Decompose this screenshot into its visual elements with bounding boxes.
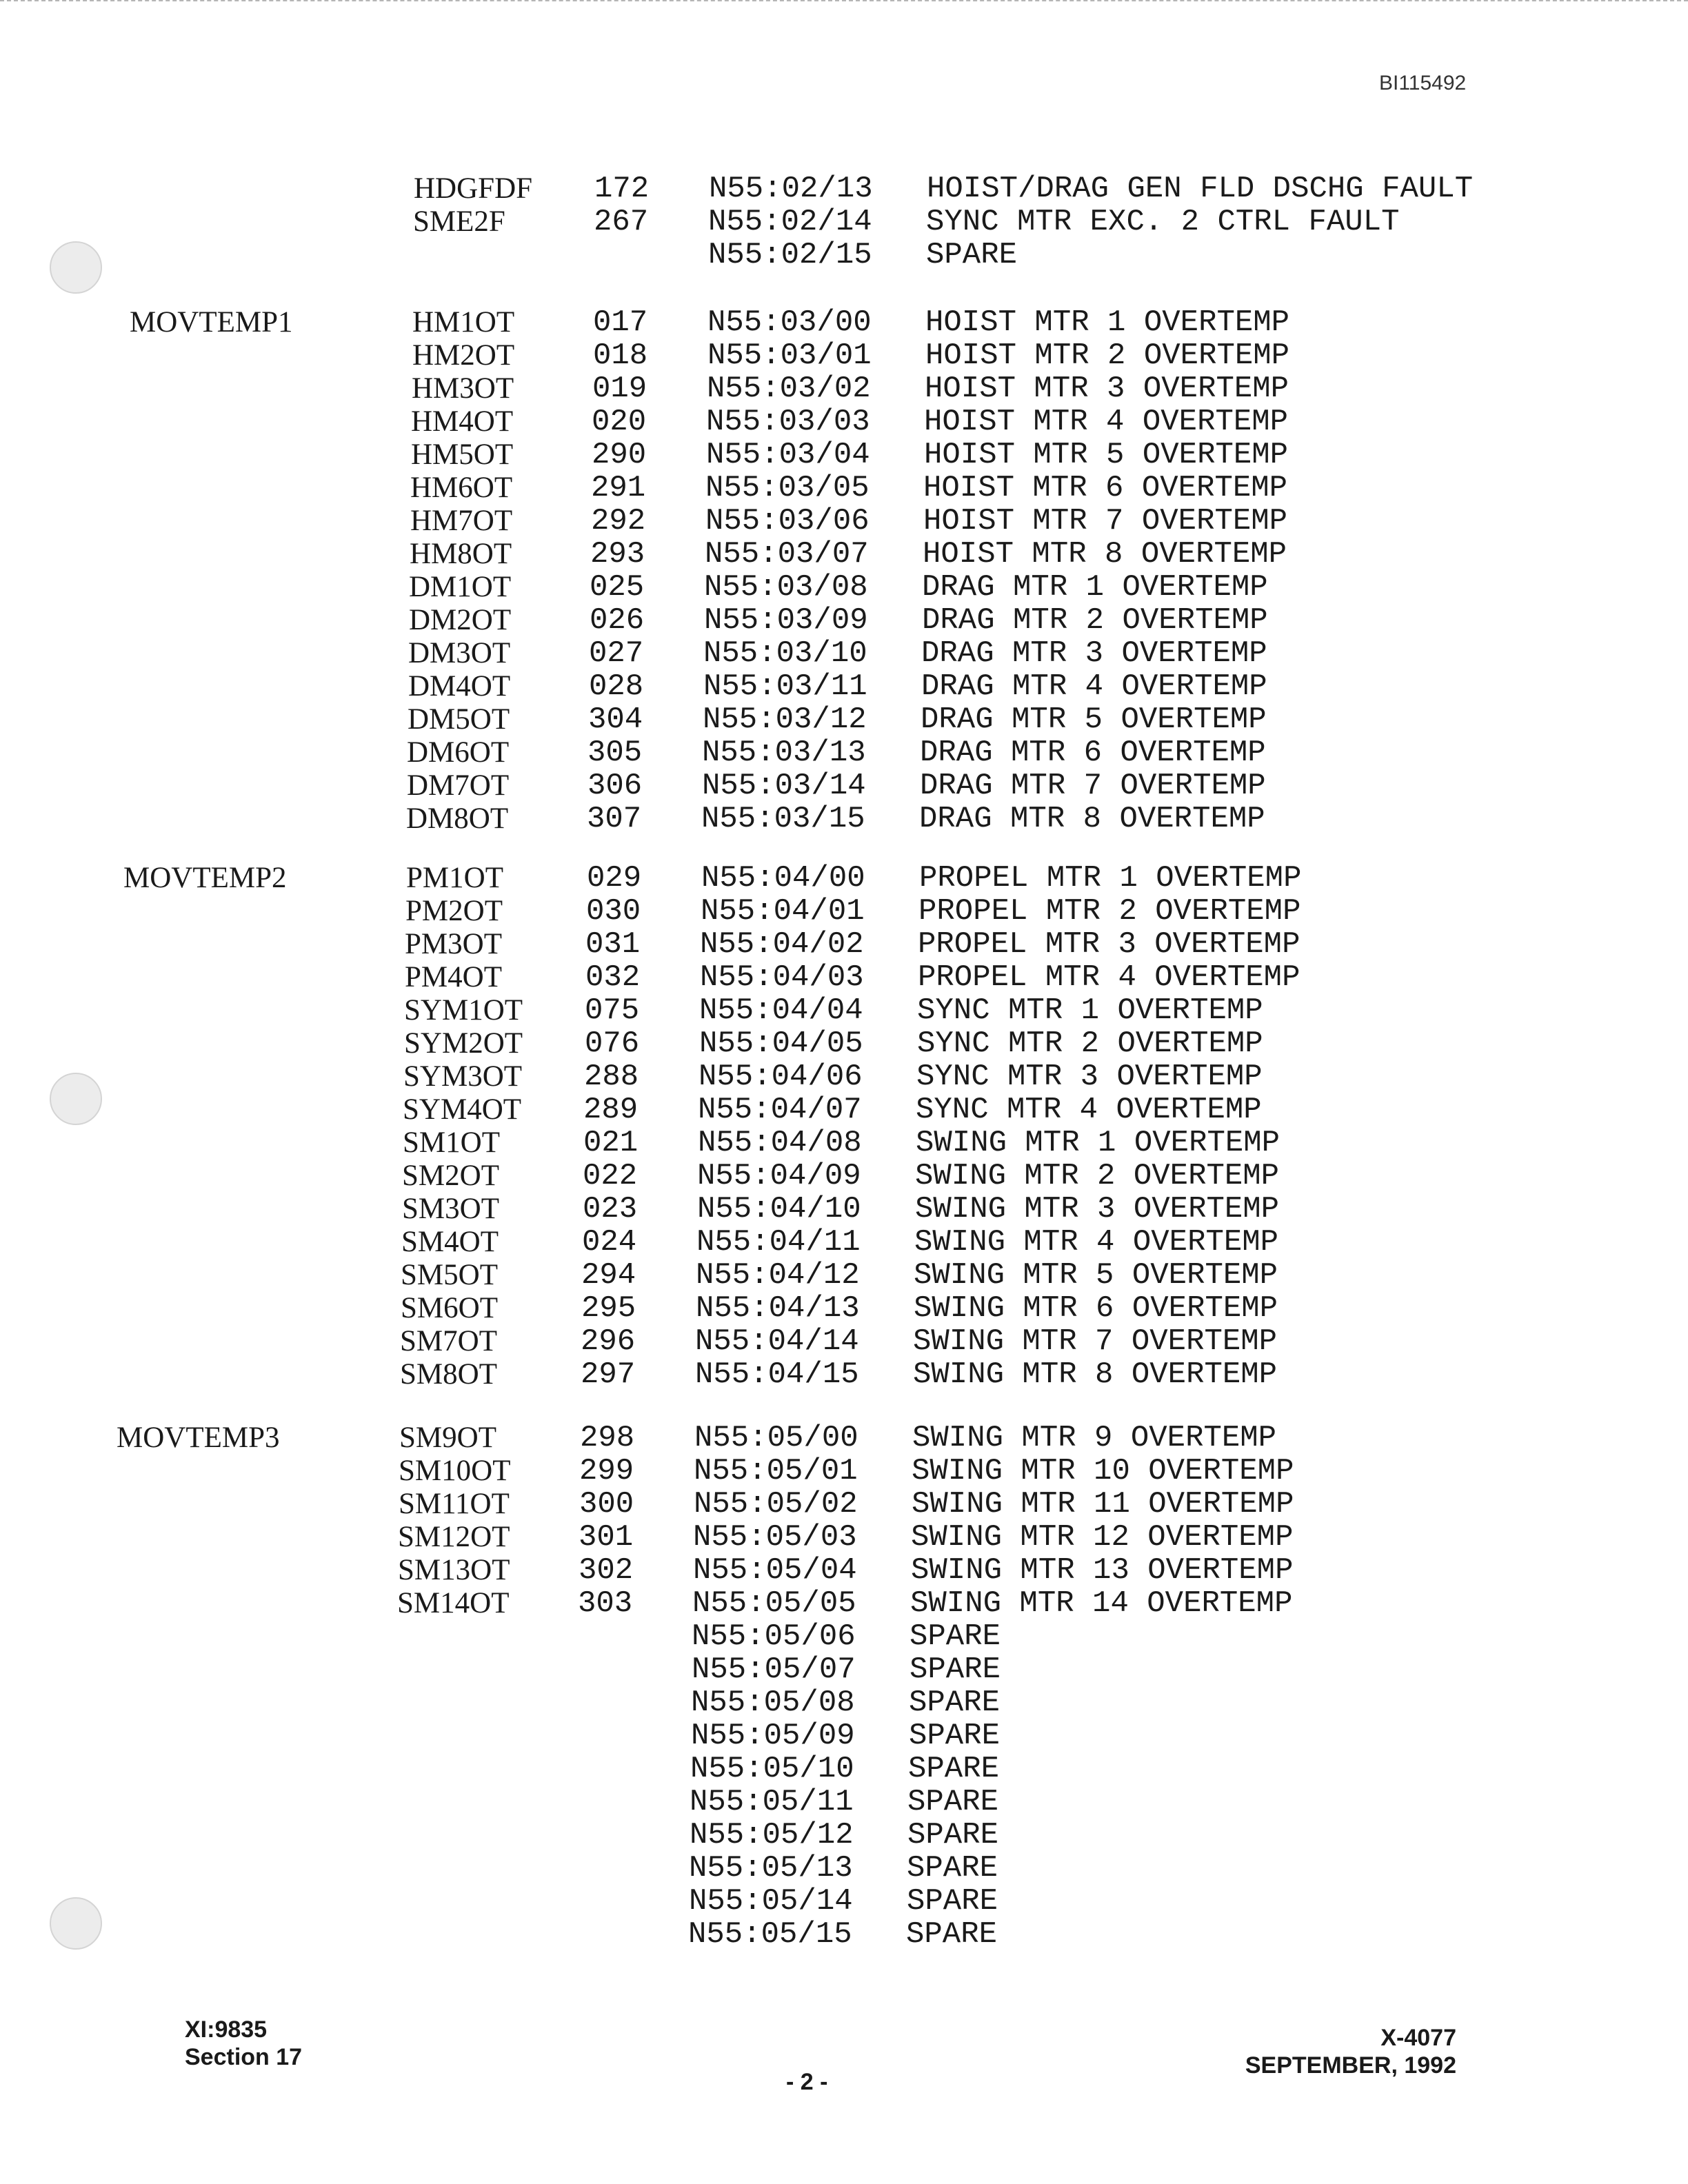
description-cell: SPARE bbox=[909, 1686, 1001, 1720]
tag-cell: DM1OT bbox=[409, 571, 512, 603]
description-cell: SYNC MTR 1 OVERTEMP bbox=[917, 993, 1263, 1028]
address-cell: N55:03/09 bbox=[704, 603, 868, 638]
address-cell: N55:04/05 bbox=[699, 1027, 863, 1061]
description-cell: PROPEL MTR 3 OVERTEMP bbox=[918, 927, 1300, 962]
tag-cell: DM2OT bbox=[409, 604, 512, 636]
tag-cell: HM6OT bbox=[410, 472, 513, 504]
tag-cell: SM7OT bbox=[400, 1325, 497, 1357]
address-cell: N55:03/11 bbox=[703, 669, 867, 704]
address-cell: N55:04/08 bbox=[698, 1126, 862, 1160]
address-cell: N55:04/11 bbox=[696, 1225, 861, 1260]
address-cell: N55:03/06 bbox=[705, 504, 870, 538]
description-cell: HOIST MTR 4 OVERTEMP bbox=[924, 405, 1289, 439]
address-cell: N55:05/00 bbox=[694, 1421, 858, 1455]
number-cell: 293 bbox=[590, 537, 645, 572]
description-cell: SWING MTR 1 OVERTEMP bbox=[916, 1126, 1280, 1160]
tag-cell: SM9OT bbox=[399, 1422, 496, 1454]
document-id: BI115492 bbox=[1379, 72, 1467, 94]
address-cell: N55:05/03 bbox=[693, 1520, 857, 1555]
number-cell: 017 bbox=[593, 305, 648, 340]
tag-cell: SM13OT bbox=[398, 1554, 510, 1586]
address-cell: N55:05/02 bbox=[694, 1487, 858, 1521]
number-cell: 290 bbox=[592, 438, 647, 472]
tag-cell: HM8OT bbox=[410, 538, 512, 570]
description-cell: SWING MTR 10 OVERTEMP bbox=[912, 1454, 1294, 1488]
number-cell: 020 bbox=[592, 405, 647, 439]
address-cell: N55:04/03 bbox=[700, 960, 864, 995]
address-cell: N55:03/03 bbox=[706, 405, 870, 439]
number-cell: 307 bbox=[587, 802, 642, 836]
description-cell: DRAG MTR 3 OVERTEMP bbox=[921, 636, 1267, 671]
address-cell: N55:05/06 bbox=[692, 1619, 856, 1654]
address-cell: N55:02/14 bbox=[708, 205, 872, 239]
address-cell: N55:03/08 bbox=[704, 570, 868, 605]
address-cell: N55:04/13 bbox=[696, 1291, 860, 1326]
scan-top-border bbox=[0, 0, 1688, 4]
description-cell: SPARE bbox=[910, 1652, 1001, 1687]
number-cell: 025 bbox=[590, 570, 645, 605]
address-cell: N55:04/07 bbox=[698, 1093, 862, 1127]
description-cell: HOIST MTR 6 OVERTEMP bbox=[923, 471, 1288, 505]
description-cell: SPARE bbox=[908, 1752, 1000, 1786]
number-cell: 296 bbox=[581, 1324, 636, 1359]
address-cell: N55:04/00 bbox=[701, 861, 865, 896]
tag-cell: SM10OT bbox=[399, 1455, 511, 1487]
tag-cell: SM3OT bbox=[402, 1193, 499, 1225]
description-cell: SWING MTR 12 OVERTEMP bbox=[911, 1520, 1294, 1555]
address-cell: N55:05/14 bbox=[689, 1884, 853, 1919]
description-cell: SWING MTR 4 OVERTEMP bbox=[914, 1225, 1279, 1260]
tag-cell: HM4OT bbox=[411, 405, 514, 438]
tag-cell: SYM2OT bbox=[404, 1027, 523, 1060]
address-cell: N55:05/05 bbox=[692, 1586, 856, 1621]
footer-drawing-number: X-4077 bbox=[1380, 2025, 1456, 2051]
description-cell: HOIST MTR 5 OVERTEMP bbox=[924, 438, 1289, 472]
description-cell: SPARE bbox=[907, 1818, 999, 1852]
tag-cell: PM4OT bbox=[405, 961, 502, 993]
address-cell: N55:04/06 bbox=[699, 1060, 863, 1094]
description-cell: SPARE bbox=[907, 1884, 998, 1919]
description-cell: SYNC MTR 2 OVERTEMP bbox=[917, 1027, 1263, 1061]
address-cell: N55:03/04 bbox=[706, 438, 870, 472]
number-cell: 299 bbox=[579, 1454, 634, 1488]
tag-cell: PM2OT bbox=[405, 895, 503, 927]
address-cell: N55:04/14 bbox=[695, 1324, 859, 1359]
tag-cell: HM1OT bbox=[412, 306, 515, 338]
address-cell: N55:05/07 bbox=[692, 1652, 856, 1687]
description-cell: HOIST/DRAG GEN FLD DSCHG FAULT bbox=[927, 172, 1474, 206]
address-cell: N55:05/01 bbox=[694, 1454, 858, 1488]
description-cell: HOIST MTR 1 OVERTEMP bbox=[925, 305, 1290, 340]
tag-cell: PM1OT bbox=[406, 862, 503, 894]
number-cell: 297 bbox=[581, 1357, 636, 1392]
tag-cell: SM5OT bbox=[401, 1259, 498, 1291]
tag-cell: SM14OT bbox=[397, 1587, 510, 1619]
number-cell: 300 bbox=[579, 1487, 634, 1521]
description-cell: SPARE bbox=[909, 1719, 1001, 1753]
number-cell: 267 bbox=[594, 205, 649, 239]
number-cell: 306 bbox=[587, 769, 643, 803]
tag-cell: SME2F bbox=[413, 205, 505, 238]
address-cell: N55:03/05 bbox=[705, 471, 870, 505]
address-cell: N55:03/01 bbox=[707, 338, 872, 373]
description-cell: HOIST MTR 8 OVERTEMP bbox=[923, 537, 1287, 572]
number-cell: 292 bbox=[591, 504, 646, 538]
description-cell: SWING MTR 13 OVERTEMP bbox=[911, 1553, 1294, 1588]
punch-hole-top bbox=[50, 241, 102, 294]
address-cell: N55:04/02 bbox=[700, 927, 864, 962]
number-cell: 031 bbox=[585, 927, 641, 962]
description-cell: SPARE bbox=[910, 1619, 1001, 1654]
tag-cell: SYM3OT bbox=[403, 1060, 523, 1093]
number-cell: 032 bbox=[585, 960, 641, 995]
description-cell: PROPEL MTR 2 OVERTEMP bbox=[918, 894, 1301, 929]
punch-hole-bottom bbox=[50, 1897, 102, 1950]
description-cell: PROPEL MTR 4 OVERTEMP bbox=[918, 960, 1300, 995]
number-cell: 303 bbox=[578, 1586, 633, 1621]
address-cell: N55:03/00 bbox=[707, 305, 872, 340]
tag-cell: DM6OT bbox=[407, 736, 510, 769]
address-cell: N55:05/10 bbox=[690, 1752, 854, 1786]
number-cell: 304 bbox=[588, 702, 643, 737]
footer-left bbox=[185, 2016, 302, 2071]
address-cell: N55:03/07 bbox=[705, 537, 869, 572]
number-cell: 018 bbox=[593, 338, 648, 373]
tag-cell: SM2OT bbox=[402, 1160, 499, 1192]
number-cell: 019 bbox=[592, 372, 647, 406]
tag-cell: SYM1OT bbox=[404, 994, 523, 1027]
description-cell: SPARE bbox=[907, 1785, 999, 1819]
tag-cell: DM7OT bbox=[407, 769, 510, 802]
number-cell: 026 bbox=[590, 603, 645, 638]
description-cell: DRAG MTR 7 OVERTEMP bbox=[920, 769, 1266, 803]
description-cell: SWING MTR 9 OVERTEMP bbox=[912, 1421, 1277, 1455]
tag-cell: SM6OT bbox=[401, 1292, 498, 1324]
tag-cell: DM8OT bbox=[406, 802, 509, 835]
tag-cell: HM5OT bbox=[411, 438, 514, 471]
description-cell: SYNC MTR 3 OVERTEMP bbox=[916, 1060, 1263, 1094]
number-cell: 024 bbox=[582, 1225, 637, 1260]
address-cell: N55:05/11 bbox=[690, 1785, 854, 1819]
tag-cell: SM1OT bbox=[403, 1126, 500, 1159]
description-cell: HOIST MTR 7 OVERTEMP bbox=[923, 504, 1288, 538]
description-cell: HOIST MTR 3 OVERTEMP bbox=[925, 372, 1289, 406]
number-cell: 301 bbox=[579, 1520, 634, 1555]
number-cell: 288 bbox=[584, 1060, 639, 1094]
description-cell: SPARE bbox=[926, 238, 1018, 272]
description-cell: SWING MTR 2 OVERTEMP bbox=[915, 1159, 1280, 1193]
description-cell: PROPEL MTR 1 OVERTEMP bbox=[919, 861, 1302, 896]
description-cell: SWING MTR 3 OVERTEMP bbox=[915, 1192, 1280, 1226]
footer-right bbox=[1245, 2024, 1456, 2079]
address-cell: N55:05/12 bbox=[690, 1818, 854, 1852]
footer-section: Section 17 bbox=[185, 2044, 303, 2070]
number-cell: 023 bbox=[583, 1192, 638, 1226]
address-cell: N55:03/15 bbox=[701, 802, 865, 836]
tag-cell: HM7OT bbox=[410, 505, 513, 537]
number-cell: 022 bbox=[583, 1159, 638, 1193]
description-cell: SWING MTR 7 OVERTEMP bbox=[913, 1324, 1278, 1359]
tag-cell: PM3OT bbox=[405, 928, 502, 960]
description-cell: DRAG MTR 8 OVERTEMP bbox=[919, 802, 1265, 836]
address-cell: N55:04/04 bbox=[699, 993, 863, 1028]
number-cell: 028 bbox=[589, 669, 644, 704]
number-cell: 075 bbox=[585, 993, 640, 1028]
tag-cell: SM12OT bbox=[398, 1521, 510, 1553]
address-cell: N55:04/12 bbox=[696, 1258, 860, 1293]
tag-cell: DM3OT bbox=[408, 637, 511, 669]
address-cell: N55:03/02 bbox=[707, 372, 871, 406]
group-label: MOVTEMP1 bbox=[130, 306, 293, 338]
number-cell: 076 bbox=[585, 1027, 640, 1061]
number-cell: 030 bbox=[586, 894, 641, 929]
description-cell: DRAG MTR 5 OVERTEMP bbox=[921, 702, 1267, 737]
address-cell: N55:03/12 bbox=[703, 702, 867, 737]
address-cell: N55:05/09 bbox=[691, 1719, 855, 1753]
tag-cell: SYM4OT bbox=[403, 1093, 522, 1126]
description-cell: SWING MTR 14 OVERTEMP bbox=[910, 1586, 1293, 1621]
address-cell: N55:05/04 bbox=[693, 1553, 857, 1588]
description-cell: SPARE bbox=[907, 1851, 998, 1885]
group-label: MOVTEMP2 bbox=[123, 862, 287, 894]
description-cell: SWING MTR 6 OVERTEMP bbox=[914, 1291, 1278, 1326]
tag-cell: HDGFDF bbox=[414, 172, 533, 205]
description-cell: DRAG MTR 4 OVERTEMP bbox=[921, 669, 1267, 704]
address-cell: N55:02/13 bbox=[709, 172, 873, 206]
address-cell: N55:03/14 bbox=[702, 769, 866, 803]
number-cell: 172 bbox=[594, 172, 650, 206]
description-cell: HOIST MTR 2 OVERTEMP bbox=[925, 338, 1290, 373]
description-cell: DRAG MTR 1 OVERTEMP bbox=[922, 570, 1268, 605]
number-cell: 295 bbox=[581, 1291, 636, 1326]
tag-cell: SM8OT bbox=[400, 1358, 497, 1391]
description-cell: SYNC MTR 4 OVERTEMP bbox=[916, 1093, 1262, 1127]
description-cell: DRAG MTR 2 OVERTEMP bbox=[922, 603, 1268, 638]
footer-date: SEPTEMBER, 1992 bbox=[1245, 2052, 1456, 2079]
page-number: - 2 - bbox=[786, 2069, 828, 2095]
group-label: MOVTEMP3 bbox=[117, 1422, 280, 1454]
tag-cell: DM5OT bbox=[408, 703, 510, 736]
tag-cell: DM4OT bbox=[408, 670, 511, 702]
number-cell: 029 bbox=[587, 861, 642, 896]
description-cell: SYNC MTR EXC. 2 CTRL FAULT bbox=[926, 205, 1400, 239]
number-cell: 305 bbox=[587, 736, 643, 770]
address-cell: N55:04/10 bbox=[697, 1192, 861, 1226]
tag-cell: HM2OT bbox=[412, 339, 515, 372]
tag-cell: HM3OT bbox=[412, 372, 514, 405]
address-cell: N55:05/08 bbox=[691, 1686, 855, 1720]
number-cell: 294 bbox=[581, 1258, 636, 1293]
description-cell: SPARE bbox=[906, 1917, 998, 1952]
number-cell: 298 bbox=[580, 1421, 635, 1455]
description-cell: SWING MTR 5 OVERTEMP bbox=[914, 1258, 1278, 1293]
address-cell: N55:04/09 bbox=[697, 1159, 861, 1193]
number-cell: 302 bbox=[579, 1553, 634, 1588]
address-cell: N55:04/15 bbox=[695, 1357, 859, 1392]
tag-cell: SM11OT bbox=[399, 1488, 510, 1520]
footer-doc-ref: XI:9835 bbox=[185, 2016, 268, 2043]
number-cell: 027 bbox=[589, 636, 644, 671]
description-cell: DRAG MTR 6 OVERTEMP bbox=[920, 736, 1266, 770]
address-cell: N55:02/15 bbox=[708, 238, 872, 272]
address-cell: N55:04/01 bbox=[701, 894, 865, 929]
address-cell: N55:03/10 bbox=[703, 636, 867, 671]
address-cell: N55:05/15 bbox=[688, 1917, 852, 1952]
description-cell: SWING MTR 8 OVERTEMP bbox=[913, 1357, 1278, 1392]
address-cell: N55:03/13 bbox=[702, 736, 866, 770]
description-cell: SWING MTR 11 OVERTEMP bbox=[912, 1487, 1294, 1521]
address-cell: N55:05/13 bbox=[689, 1851, 853, 1885]
tag-cell: SM4OT bbox=[401, 1226, 499, 1258]
number-cell: 021 bbox=[583, 1126, 639, 1160]
punch-hole-middle bbox=[50, 1073, 102, 1125]
number-cell: 289 bbox=[583, 1093, 639, 1127]
number-cell: 291 bbox=[591, 471, 646, 505]
